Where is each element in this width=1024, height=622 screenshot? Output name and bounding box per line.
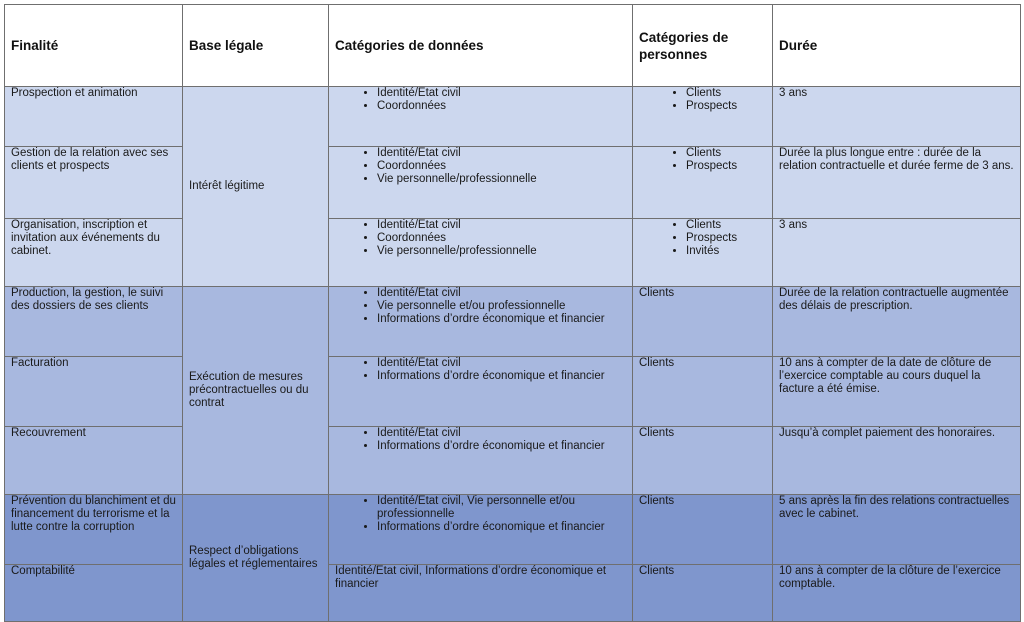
header-finalite: Finalité — [5, 5, 183, 87]
header-row — [5, 5, 1021, 87]
donnees-cell — [329, 219, 633, 287]
list-item: • Identité/Etat civil — [377, 427, 626, 440]
personnes-cell: Clients — [633, 495, 773, 565]
duree-cell: Durée de la relation contractuelle augmentée des délais de prescription. — [773, 287, 1021, 357]
header-duree: Durée — [773, 5, 1021, 87]
header-base-legale: Base légale — [183, 5, 329, 87]
base-legale-cell: Exécution de mesures précontractuelles ou du contrat — [183, 287, 329, 495]
finalite-cell: Prospection et animation — [5, 87, 183, 147]
personnes-cell: Clients — [633, 565, 773, 622]
table-row — [5, 287, 1021, 357]
donnees-list — [335, 357, 626, 383]
base-legale-cell: Intérêt légitime — [183, 87, 329, 287]
table-row — [5, 357, 1021, 427]
donnees-list — [335, 87, 626, 113]
personnes-list — [639, 147, 766, 173]
finalite-cell: Recouvrement — [5, 427, 183, 495]
personnes-cell — [633, 219, 773, 287]
processing-table — [4, 4, 1021, 622]
personnes-cell: Clients — [633, 287, 773, 357]
table-row — [5, 219, 1021, 287]
list-item: • Identité/Etat civil — [377, 147, 626, 160]
list-item: • Vie personnelle/professionnelle — [377, 173, 626, 186]
header-categories-personnes: Catégories de personnes — [633, 5, 773, 87]
list-item: • Identité/Etat civil, Vie personnelle et/ou professionnelle — [377, 495, 626, 521]
list-item: • Identité/Etat civil — [377, 357, 626, 370]
list-item: • Identité/Etat civil — [377, 87, 626, 100]
donnees-cell — [329, 357, 633, 427]
list-item: • Vie personnelle/professionnelle — [377, 245, 626, 258]
table-row — [5, 87, 1021, 147]
finalite-cell: Organisation, inscription et invitation aux événements du cabinet. — [5, 219, 183, 287]
donnees-cell — [329, 147, 633, 219]
personnes-list — [639, 87, 766, 113]
list-item: • Identité/Etat civil — [377, 287, 626, 300]
finalite-cell: Comptabilité — [5, 565, 183, 622]
finalite-cell: Production, la gestion, le suivi des dossiers de ses clients — [5, 287, 183, 357]
duree-cell: 10 ans à compter de la date de clôture de l’exercice comptable au cours duquel la facture a été émise. — [773, 357, 1021, 427]
donnees-list — [335, 147, 626, 186]
donnees-list — [335, 219, 626, 258]
base-legale-cell: Respect d’obligations légales et réglementaires — [183, 495, 329, 622]
donnees-cell — [329, 287, 633, 357]
finalite-cell: Prévention du blanchiment et du financement du terrorisme et la lutte contre la corruption — [5, 495, 183, 565]
personnes-cell: Clients — [633, 427, 773, 495]
donnees-cell — [329, 87, 633, 147]
list-item: • Informations d’ordre économique et financier — [377, 370, 626, 383]
duree-cell: 3 ans — [773, 87, 1021, 147]
table-row — [5, 147, 1021, 219]
table-row — [5, 427, 1021, 495]
donnees-list — [335, 287, 626, 326]
list-item: • Clients — [686, 219, 766, 232]
list-item: • Vie personnelle et/ou professionnelle — [377, 300, 626, 313]
donnees-list — [335, 495, 626, 534]
personnes-list — [639, 219, 766, 258]
list-item: • Informations d’ordre économique et financier — [377, 313, 626, 326]
table-row — [5, 565, 1021, 622]
list-item: • Clients — [686, 87, 766, 100]
finalite-cell: Gestion de la relation avec ses clients et prospects — [5, 147, 183, 219]
donnees-cell — [329, 495, 633, 565]
list-item: • Coordonnées — [377, 160, 626, 173]
header-categories-donnees: Catégories de données — [329, 5, 633, 87]
donnees-cell: Identité/Etat civil, Informations d’ordre économique et financier — [329, 565, 633, 622]
duree-cell: Durée la plus longue entre : durée de la relation contractuelle et durée ferme de 3 ans. — [773, 147, 1021, 219]
finalite-cell: Facturation — [5, 357, 183, 427]
personnes-cell: Clients — [633, 357, 773, 427]
list-item: • Informations d’ordre économique et financier — [377, 440, 626, 453]
list-item: • Coordonnées — [377, 100, 626, 113]
list-item: • Identité/Etat civil — [377, 219, 626, 232]
list-item: • Clients — [686, 147, 766, 160]
donnees-cell — [329, 427, 633, 495]
list-item: • Informations d’ordre économique et financier — [377, 521, 626, 534]
duree-cell: Jusqu’à complet paiement des honoraires. — [773, 427, 1021, 495]
list-item: • Coordonnées — [377, 232, 626, 245]
list-item: • Prospects — [686, 100, 766, 113]
duree-cell: 5 ans après la fin des relations contractuelles avec le cabinet. — [773, 495, 1021, 565]
duree-cell: 10 ans à compter de la clôture de l’exercice comptable. — [773, 565, 1021, 622]
personnes-cell — [633, 147, 773, 219]
personnes-cell — [633, 87, 773, 147]
list-item: • Prospects — [686, 160, 766, 173]
list-item: • Invités — [686, 245, 766, 258]
list-item: • Prospects — [686, 232, 766, 245]
donnees-list — [335, 427, 626, 453]
table-row — [5, 495, 1021, 565]
duree-cell: 3 ans — [773, 219, 1021, 287]
